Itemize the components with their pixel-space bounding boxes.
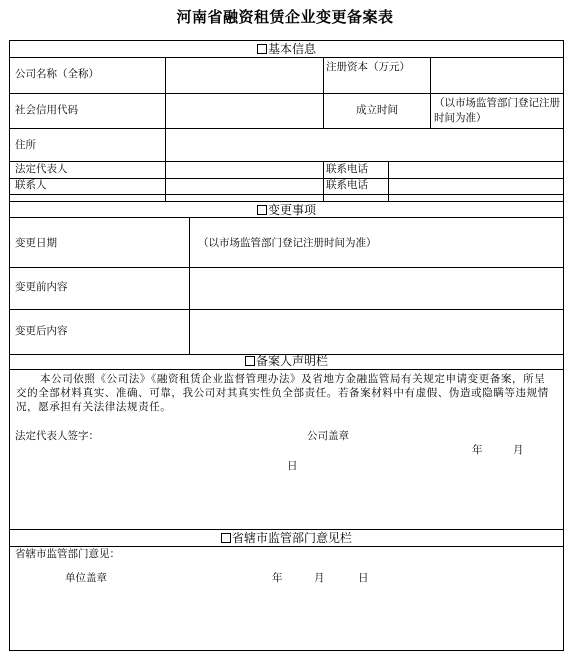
divider — [10, 369, 563, 370]
phone-label: 联系电话 — [326, 179, 368, 191]
year-label: 年 — [272, 572, 283, 584]
divider — [10, 217, 563, 218]
change-before-field[interactable] — [190, 268, 563, 309]
credit-code-field[interactable] — [166, 94, 323, 128]
checkbox-icon[interactable] — [245, 356, 255, 366]
section-change-items — [10, 203, 563, 217]
divider — [10, 201, 563, 202]
legal-rep-field[interactable] — [166, 162, 323, 178]
contact-label: 联系人 — [15, 179, 47, 191]
day-label: 日 — [358, 572, 369, 584]
divider — [323, 57, 324, 128]
phone-label: 联系电话 — [326, 163, 368, 175]
month-label: 月 — [513, 444, 524, 456]
year-label: 年 — [472, 444, 483, 456]
change-before-label: 变更前内容 — [15, 281, 68, 293]
change-after-label: 变更后内容 — [15, 325, 68, 337]
section-title: 变更事项 — [267, 203, 316, 217]
checkbox-icon[interactable] — [257, 44, 267, 54]
address-label: 住所 — [15, 139, 36, 151]
address-field[interactable] — [166, 129, 563, 161]
legal-rep-label: 法定代表人 — [15, 163, 68, 175]
company-seal-label: 公司盖章 — [307, 430, 349, 442]
contact-phone-field[interactable] — [389, 179, 563, 194]
change-date-note: （以市场监管部门登记注册时间为准） — [198, 237, 377, 249]
opinion-label: 省辖市监管部门意见： — [15, 548, 120, 560]
contact-field[interactable] — [166, 179, 323, 194]
section-title: 基本信息 — [267, 42, 316, 56]
day-label: 日 — [287, 460, 298, 472]
divider — [323, 161, 324, 201]
divider — [10, 194, 563, 195]
declaration-text: 本公司依照《公司法》《融资租赁企业监督管理办法》及省地方金融监管局有关规定申请变更备案，所呈交的全部材料真实、准确、可靠，我公司对其真实性负全部责任。若备案材料中有虚假、伪造或隐瞒等违规情况，愿承担有关法律法规责任。 — [16, 373, 549, 413]
section-basic-info — [10, 42, 563, 56]
company-name-field[interactable] — [166, 58, 323, 93]
section-title: 备案人声明栏 — [255, 354, 328, 368]
registered-capital-field[interactable] — [431, 58, 563, 93]
filing-form — [9, 40, 564, 651]
established-note: （以市场监管部门登记注册时间为准） — [434, 97, 560, 124]
legal-rep-phone-field[interactable] — [389, 162, 563, 178]
section-opinion — [10, 531, 563, 545]
section-declaration — [10, 354, 563, 368]
section-title: 省辖市监管部门意见栏 — [231, 531, 352, 545]
month-label: 月 — [314, 572, 325, 584]
form-title: 河南省融资租赁企业变更备案表 — [176, 8, 394, 26]
unit-seal-label: 单位盖章 — [65, 572, 107, 584]
divider — [10, 529, 563, 530]
divider — [10, 546, 563, 547]
credit-code-label: 社会信用代码 — [15, 104, 78, 116]
change-date-label: 变更日期 — [15, 237, 57, 249]
company-name-label: 公司名称（全称） — [15, 68, 99, 80]
checkbox-icon[interactable] — [257, 205, 267, 215]
registered-capital-label: 注册资本（万元） — [326, 61, 410, 73]
established-label: 成立时间 — [356, 104, 398, 116]
checkbox-icon[interactable] — [221, 533, 231, 543]
signature-label: 法定代表人签字： — [15, 430, 99, 442]
change-after-field[interactable] — [190, 310, 563, 354]
